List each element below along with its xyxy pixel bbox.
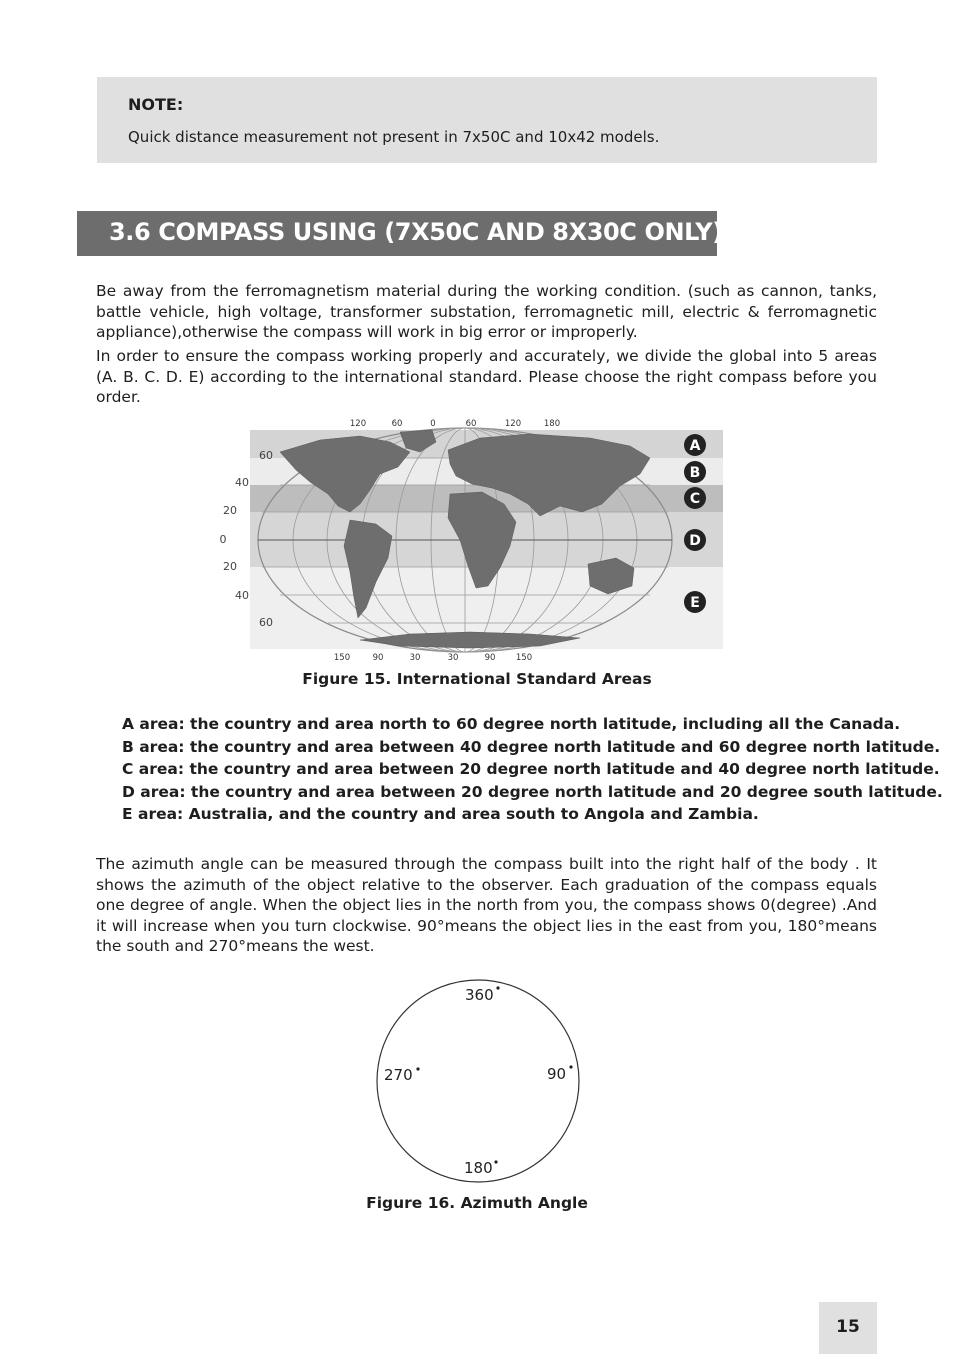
page-number: 15 [836,1317,860,1337]
area-c-description: C area: the country and area between 20 degree north latitude and 40 degree north latitude. [122,760,940,779]
top-lon-label: 60 [391,419,403,429]
compass-figure [372,976,584,1186]
area-marker-b: B [689,465,701,481]
area-b-description: B area: the country and area between 40 degree north latitude and 60 degree north latitude. [122,737,941,756]
section-heading [77,211,723,256]
area-descriptions [122,713,943,826]
compass-west-label: 270 [384,1066,413,1084]
top-lon-label: 180 [543,419,561,429]
page-number-box [819,1302,877,1354]
lat-label: 20 [223,504,237,517]
areas-paragraph: In order to ensure the compass working properly and accurately, we divide the global into 5 areas (A. B. C. D. E) according to the international standard. Please choose the right compass before you order. [96,347,877,406]
area-e-description: E area: Australia, and the country and area south to Angola and Zambia. [122,805,759,824]
compass-south-label: 180 [464,1159,493,1177]
compass-labels [384,986,573,1177]
top-lon-label: 120 [504,419,522,429]
lat-label: 0 [219,533,227,546]
top-lon-label: 120 [349,419,367,429]
lat-label: 60 [259,449,273,462]
lat-label: 40 [235,476,249,489]
lat-label: 60 [259,616,273,629]
area-d-description: D area: the country and area between 20 degree north latitude and 20 degree south latitude. [122,782,943,801]
note-text: Quick distance measurement not present in 7x50C and 10x42 models. [128,128,660,146]
top-longitude-labels [350,419,560,429]
area-marker-c: C [689,491,701,507]
compass-east-label: 90 [547,1065,567,1083]
area-a-description: A area: the country and area north to 60 degree north latitude, including all the Canada. [122,715,901,733]
world-map-figure [210,412,730,664]
bottom-lon-label: 150 [333,653,351,663]
bottom-longitude-labels [334,653,532,663]
azimuth-paragraph: The azimuth angle can be measured through the compass built into the right half of the body . It shows the azimuth of the object relative to the observer. Each graduation of the compass equals one degree of angle. When the object lies in the north from you, the compass shows 0(degree) .And it will increase when you turn clockwise. 90°means the object lies in the east from you, 180°means the south and 270°means the west. [96,855,877,955]
note-title: NOTE: [128,95,184,114]
world-map-svg [210,412,730,664]
compass-svg [372,976,584,1186]
area-marker-a: A [689,438,701,454]
note-box [97,77,877,163]
top-lon-label: 60 [465,419,477,429]
bottom-lon-label: 90 [372,653,384,663]
figure-15-caption: Figure 15. International Standard Areas [302,670,652,688]
top-lon-label: 0 [430,419,436,429]
bottom-lon-label: 150 [515,653,533,663]
lat-label: 40 [235,589,249,602]
bottom-lon-label: 30 [409,653,421,663]
area-marker-d: D [689,533,701,549]
section-title: 3.6 COMPASS USING (7X50C AND 8X30C ONLY) [109,218,723,246]
lat-label: 20 [223,560,237,573]
intro-paragraph: Be away from the ferromagnetism material during the working condition. (such as cannon, tanks, battle vehicle, high voltage, transformer substation, ferromagnetic mill, electric & ferromagnetic appliance),otherwise the compass will work in big error or improperly. [96,282,877,341]
figure-16-caption: Figure 16. Azimuth Angle [366,1194,588,1212]
bottom-lon-label: 30 [447,653,459,663]
bottom-lon-label: 90 [484,653,496,663]
compass-north-label: 360 [465,986,494,1004]
area-marker-e: E [690,595,700,611]
